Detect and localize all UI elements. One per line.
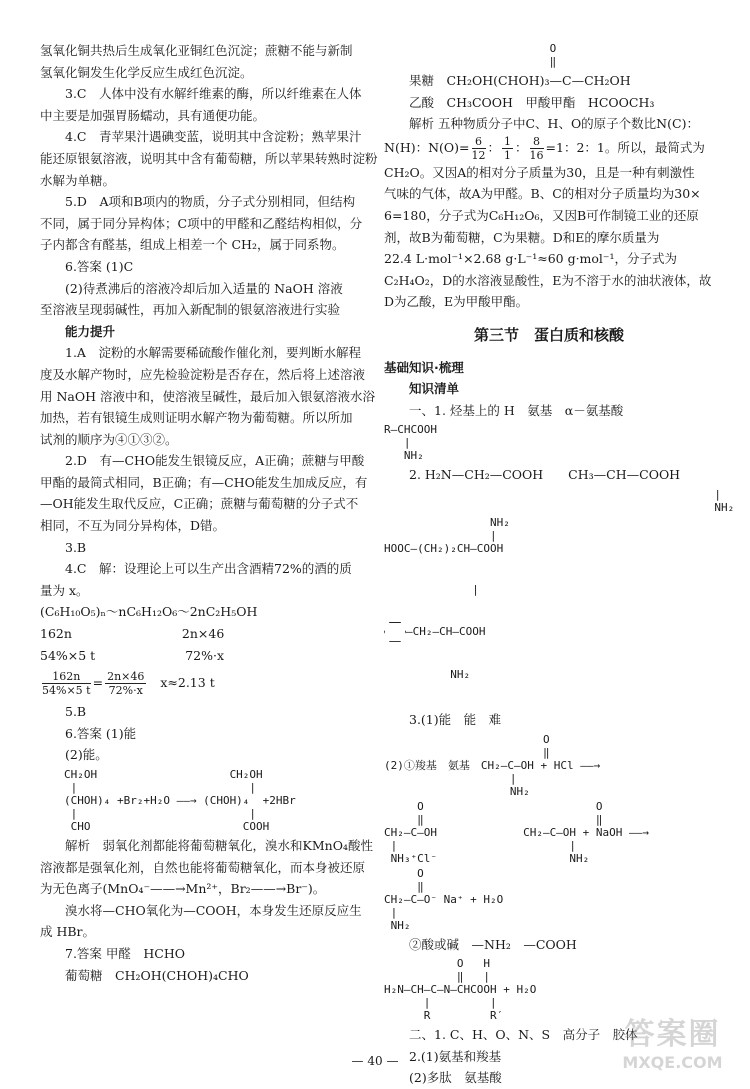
knowledge-item: 2. H₂N—CH₂—COOH CH₃—CH—COOH <box>409 467 681 483</box>
fraction: $\frac{8}{16}$ <box>529 134 544 162</box>
text-line: 为无色离子(MnO₄⁻——→Mn²⁺，Br₂——→Br⁻)。 <box>40 881 326 897</box>
text-line: 水解为单糖。 <box>40 172 116 188</box>
text-line: 子内都含有醛基，组成上相差一个 CH₂，属于同系物。 <box>40 237 345 253</box>
reaction-structure: CH₂OH CH₂OH | | (CHOH)₄ +Br₂+H₂O ——→ (CHOH)₄ +2HBr | | CHO COOH <box>64 768 296 833</box>
fructose-structure: O ‖ <box>384 42 557 68</box>
text-line: 中主要是加强胃肠蠕动，具有通便功能。 <box>40 107 266 123</box>
ability-3: 3.B <box>65 539 87 555</box>
right-column <box>384 40 735 1089</box>
text-line: 度及水解产物时，应先检验淀粉是否存在，然后将上述溶液 <box>40 366 366 382</box>
text-line: 甲酯的最简式相同，B正确；有—CHO能发生加成反应，有 <box>40 474 368 490</box>
text-line: C₂H₄O₂，D的水溶液显酸性，E为不溶于水的油状液体，故 <box>384 272 712 288</box>
eq-term: 162n <box>40 626 72 642</box>
text-line: D为乙酸，E为甲酸甲酯。 <box>384 294 529 310</box>
answer-4: 4.C 青苹果汁遇碘变蓝，说明其中含淀粉；熟苹果汁 <box>65 129 362 145</box>
ability-5: 5.B <box>65 704 87 720</box>
text-line: (2)能。 <box>65 747 108 763</box>
text-line: 至溶液呈现弱碱性，再加入新配制的银氨溶液进行实验 <box>40 302 341 318</box>
text-line: CH₂O。又因A的相对分子质量为30，且是一种有刺激性 <box>384 164 695 180</box>
text-line: 葡萄糖 CH₂OH(CHOH)₄CHO <box>65 967 249 983</box>
glutamic-structure: NH₂ | HOOC—(CH₂)₂CH—COOH <box>384 515 510 555</box>
answer-5: 5.D A项和B项内的物质，分子式分别相同，但结构 <box>65 194 356 210</box>
section-title: 第三节 蛋白质和核酸 <box>473 325 624 344</box>
answer-3: 3.C 人体中没有水解纤维素的酶，所以纤维素在人体 <box>65 86 362 102</box>
text-line: 氢氧化铜共热后生成氧化亚铜红色沉淀；蔗糖不能与新制 <box>40 43 353 58</box>
ability-2: 2.D 有—CHO能发生银镜反应，A正确；蔗糖与甲酸 <box>65 453 365 469</box>
ability-1: 1.A 淀粉的水解需要稀硫酸作催化剂，要判断水解程 <box>65 345 361 361</box>
amino-acid-structure: R—CHCOOH | NH₂ <box>384 423 437 463</box>
proportion-equation: $\frac{162n}{54\%\times 5 t}$ = $\frac{2n\times 46}{72\%\cdot x}$ x≈2.13 t <box>42 670 215 698</box>
text-line: 果糖 CH₂OH(CHOH)₃—C—CH₂OH <box>409 73 631 88</box>
equation-line <box>40 623 380 645</box>
explanation: 解析 弱氧化剂都能将葡萄糖氧化，溴水和KMnO₄酸性 <box>65 838 373 853</box>
text-line: 溴水将—CHO氧化为—COOH，本身发生还原反应生 <box>65 902 362 918</box>
knowledge-item: 二、1. C、H、O、N、S 高分子 胶体 <box>409 1027 638 1043</box>
equation-line: (C₆H₁₀O₅)ₙ～nC₆H₁₂O₆～2nC₂H₅OH <box>40 604 258 620</box>
eq-term: 54%×5 t <box>40 647 96 663</box>
reaction-product: O ‖ CH₂—C—O⁻ Na⁺ + H₂O | NH₂ <box>384 866 504 932</box>
text-line: 溶液都是强氧化剂，自然也能将葡萄糖氧化，而本身被还原 <box>40 859 366 875</box>
phenylalanine-structure: | —CH₂—CH—COOH NH₂ <box>384 582 486 681</box>
text-line: 量为 x。 <box>40 582 89 598</box>
reaction-naoh: O O ‖ ‖ CH₂—C—OH CH₂—C—OH + NaOH ——→ | | NH₃⁺Cl⁻ NH₂ <box>384 799 649 865</box>
alanine-structure: | NH₂ <box>529 487 735 514</box>
text-line: 用 NaOH 溶液中和，使溶液呈碱性，最后加入银氨溶液水浴 <box>40 388 375 404</box>
text-line: —OH能发生取代反应，C正确；蔗糖与葡萄糖的分子式不 <box>40 496 359 512</box>
text-line: 氢氧化铜发生化学反应生成红色沉淀。 <box>40 64 253 80</box>
knowledge-item: (2)多肽 氨基酸 <box>409 1070 502 1086</box>
text-line: 不同，属于同分异构体；C项中的甲醛和乙醛结构相似，分 <box>40 215 363 231</box>
ability-4: 4.C 解：设理论上可以生产出含酒精72%的酒的质 <box>65 561 352 577</box>
text-line: 6=180，分子式为C₆H₁₂O₆，又因B可作制镜工业的还原 <box>384 207 699 223</box>
fraction: $\frac{2n\times 46}{72\%\cdot x}$ <box>107 670 145 698</box>
fraction: $\frac{162n}{54\%\times 5 t}$ <box>42 670 91 698</box>
equation-line <box>40 645 380 667</box>
text-line: (2)待煮沸后的溶液冷却后加入适量的 NaOH 溶液 <box>65 280 343 296</box>
ability-6: 6.答案 (1)能 <box>65 725 137 741</box>
eq-term: 72%·x <box>185 647 225 663</box>
ratio-line: N(H)：N(O)= $\frac{6}{12}$ ： $\frac{1}{1}$ ： $\frac{8}{16}$ =1：2：1。所以，最简式为 <box>384 134 705 162</box>
page-number: — 40 — <box>351 1054 399 1068</box>
reaction-hcl: O ‖ (2)①羧基 氨基 CH₂—C—OH + HCl ——→ | NH₂ <box>384 732 601 798</box>
list-heading: 知识清单 <box>409 381 460 397</box>
fraction: $\frac{1}{1}$ <box>504 134 512 162</box>
text-line: 加热，若有银镜生成则证明水解产物为葡萄糖。所以所加 <box>40 410 353 426</box>
watermark-logo: 答案圈 MXQE.COM <box>622 1017 723 1072</box>
knowledge-item: 一、1. 烃基上的 H 氨基 α－氨基酸 <box>409 402 624 418</box>
left-column <box>40 40 380 986</box>
ability-7: 7.答案 甲醛 HCHO <box>65 945 186 961</box>
text-line: 试剂的顺序为④①③②。 <box>40 431 178 447</box>
peptide-structure: O H ‖ | H₂N—CH—C—N—CHCOOH + H₂O | | R R′ <box>384 957 537 1023</box>
answer-6: 6.答案 (1)C <box>65 258 134 274</box>
benzene-ring-icon <box>384 622 406 642</box>
knowledge-item: 3.(1)能 能 难 <box>409 711 502 727</box>
text-line: 成 HBr。 <box>40 924 96 940</box>
knowledge-item: ②酸或碱 —NH₂ —COOH <box>409 936 577 952</box>
explanation: 解析 五种物质分子中C、H、O的原子个数比N(C)： <box>409 116 699 132</box>
text-line: 相同，不互为同分异构体，D错。 <box>40 518 226 534</box>
text-line: 乙酸 CH₃COOH 甲酸甲酯 HCOOCH₃ <box>409 94 655 110</box>
fraction: $\frac{6}{12}$ <box>471 134 486 162</box>
text-line: 22.4 L·mol⁻¹×2.68 g·L⁻¹≈60 g·mol⁻¹，分子式为 <box>384 251 678 267</box>
ability-heading: 能力提升 <box>65 323 116 339</box>
eq-term: 2n×46 <box>181 626 225 642</box>
text-line: 剂，故B为葡萄糖，C为果糖。D和E的摩尔质量为 <box>384 229 660 245</box>
text-line: 气味的气体，故A为甲醛。B、C的相对分子质量均为30× <box>384 186 701 202</box>
eq-result: x≈2.13 t <box>160 675 215 691</box>
subsection-title: 基础知识·梳理 <box>384 359 464 375</box>
knowledge-item: 2.(1)氨基和羧基 <box>409 1048 502 1064</box>
text-line: 能还原银氨溶液，说明其中含有葡萄糖，所以苹果转熟时淀粉 <box>40 150 378 166</box>
